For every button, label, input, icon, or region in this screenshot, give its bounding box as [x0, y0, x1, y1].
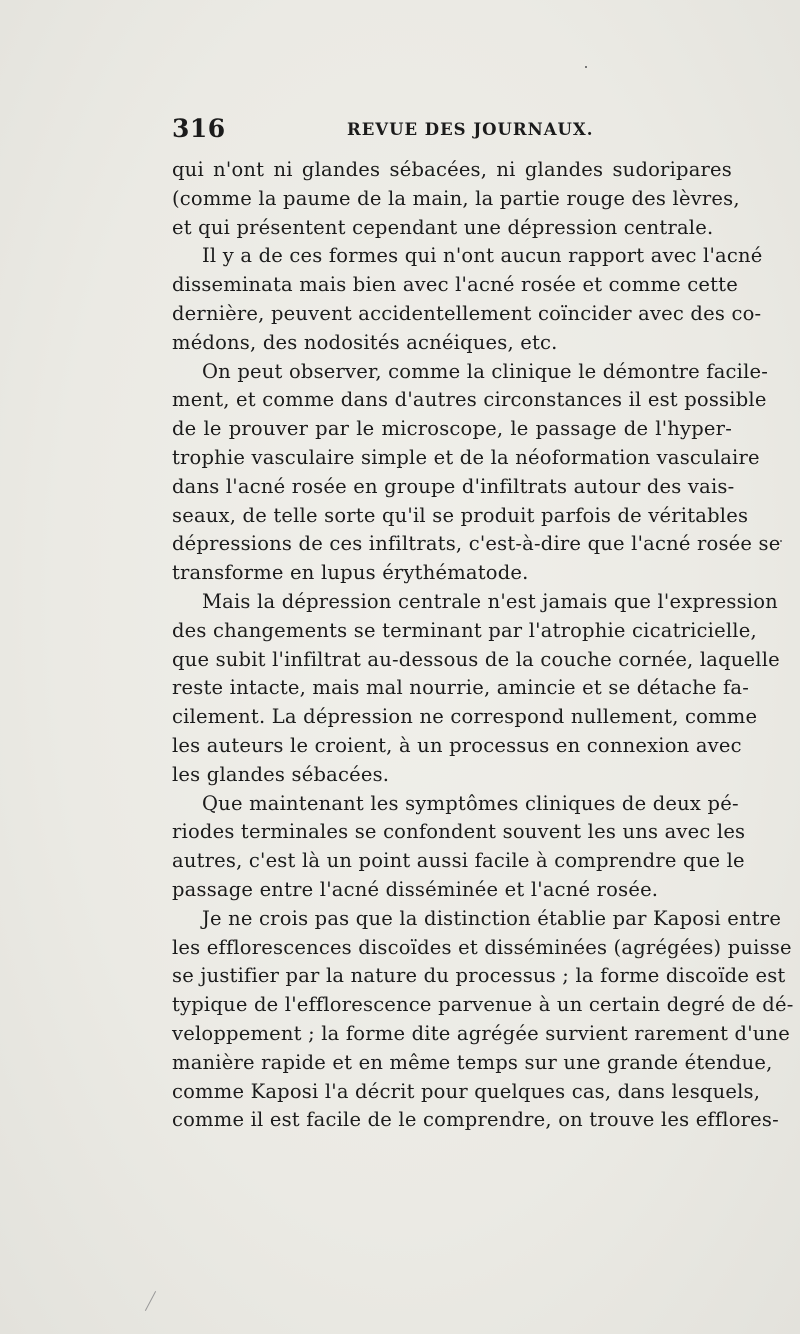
text-line: trophie vasculaire simple et de la néoformation vasculaire [172, 445, 760, 469]
text-line: cilement. La dépression ne correspond nullement, comme [172, 705, 758, 729]
text-line: comme il est facile de le comprendre, on trouve les efflores- [172, 1108, 779, 1132]
text-line: dernière, peuvent accidentellement coïncider avec des co- [172, 301, 762, 325]
text-line: de le prouver par le microscope, le passage de l'hyper- [172, 417, 732, 441]
page-header [172, 114, 732, 144]
body-text [172, 156, 794, 1135]
text-line: autres, c'est là un point aussi facile à comprendre que le [172, 849, 745, 873]
paper-scratch [145, 1291, 156, 1311]
paper-speck [585, 66, 587, 68]
text-line: riodes terminales se confondent souvent les uns avec les [172, 820, 746, 844]
text-line: manière rapide et en même temps sur une grande étendue, [172, 1050, 773, 1074]
text-line: des changements se terminant par l'atrophie cicatricielle, [172, 618, 757, 642]
text-line: seaux, de telle sorte qu'il se produit parfois de véritables [172, 503, 749, 527]
text-line: typique de l'efflorescence parvenue à un certain degré de dé- [172, 993, 794, 1017]
paragraph-start-line: Je ne crois pas que la distinction établie par Kaposi entre [202, 906, 782, 930]
text-line: qui n'ont ni glandes sébacées, ni glandes sudoripares [172, 158, 732, 181]
paragraph-start-line: Mais la dépression centrale n'est jamais que l'expression [202, 589, 778, 613]
text-line: les efflorescences discoïdes et disséminées (agrégées) puisse [172, 935, 792, 959]
text-line: dans l'acné rosée en groupe d'infiltrats autour des vais- [172, 474, 735, 498]
text-line: transforme en lupus érythématode. [172, 561, 529, 585]
text-line: (comme la paume de la main, la partie rouge des lèvres, [172, 186, 740, 210]
paragraph-start-line: Il y a de ces formes qui n'ont aucun rapport avec l'acné [202, 244, 763, 268]
text-line: les glandes sébacées. [172, 762, 390, 786]
running-title: REVUE DES JOURNAUX. [347, 120, 594, 139]
text-line: comme Kaposi l'a décrit pour quelques cas, dans lesquels, [172, 1079, 761, 1103]
page-number: 316 [172, 114, 226, 143]
text-line: veloppement ; la forme dite agrégée survient rarement d'une [172, 1021, 791, 1045]
text-line: que subit l'infiltrat au-dessous de la couche cornée, laquelle [172, 647, 780, 671]
text-line: dépressions de ces infiltrats, c'est-à-dire que l'acné rosée se [172, 532, 781, 556]
text-line: disseminata mais bien avec l'acné rosée et comme cette [172, 273, 738, 297]
text-line: se justifier par la nature du processus ; la forme discoïde est [172, 964, 786, 988]
text-line: reste intacte, mais mal nourrie, amincie et se détache fa- [172, 676, 750, 700]
text-line: médons, des nodosités acnéiques, etc. [172, 330, 558, 354]
text-line: passage entre l'acné disséminée et l'acné rosée. [172, 877, 659, 901]
text-line: ment, et comme dans d'autres circonstances il est possible [172, 388, 767, 412]
paragraph-start-line: Que maintenant les symptômes cliniques de deux pé- [202, 791, 739, 815]
text-line: et qui présentent cependant une dépression centrale. [172, 215, 714, 239]
paragraph-start-line: On peut observer, comme la clinique le démontre facile- [202, 359, 769, 383]
text-line: les auteurs le croient, à un processus en connexion avec [172, 733, 742, 757]
paper-speck [780, 540, 782, 542]
